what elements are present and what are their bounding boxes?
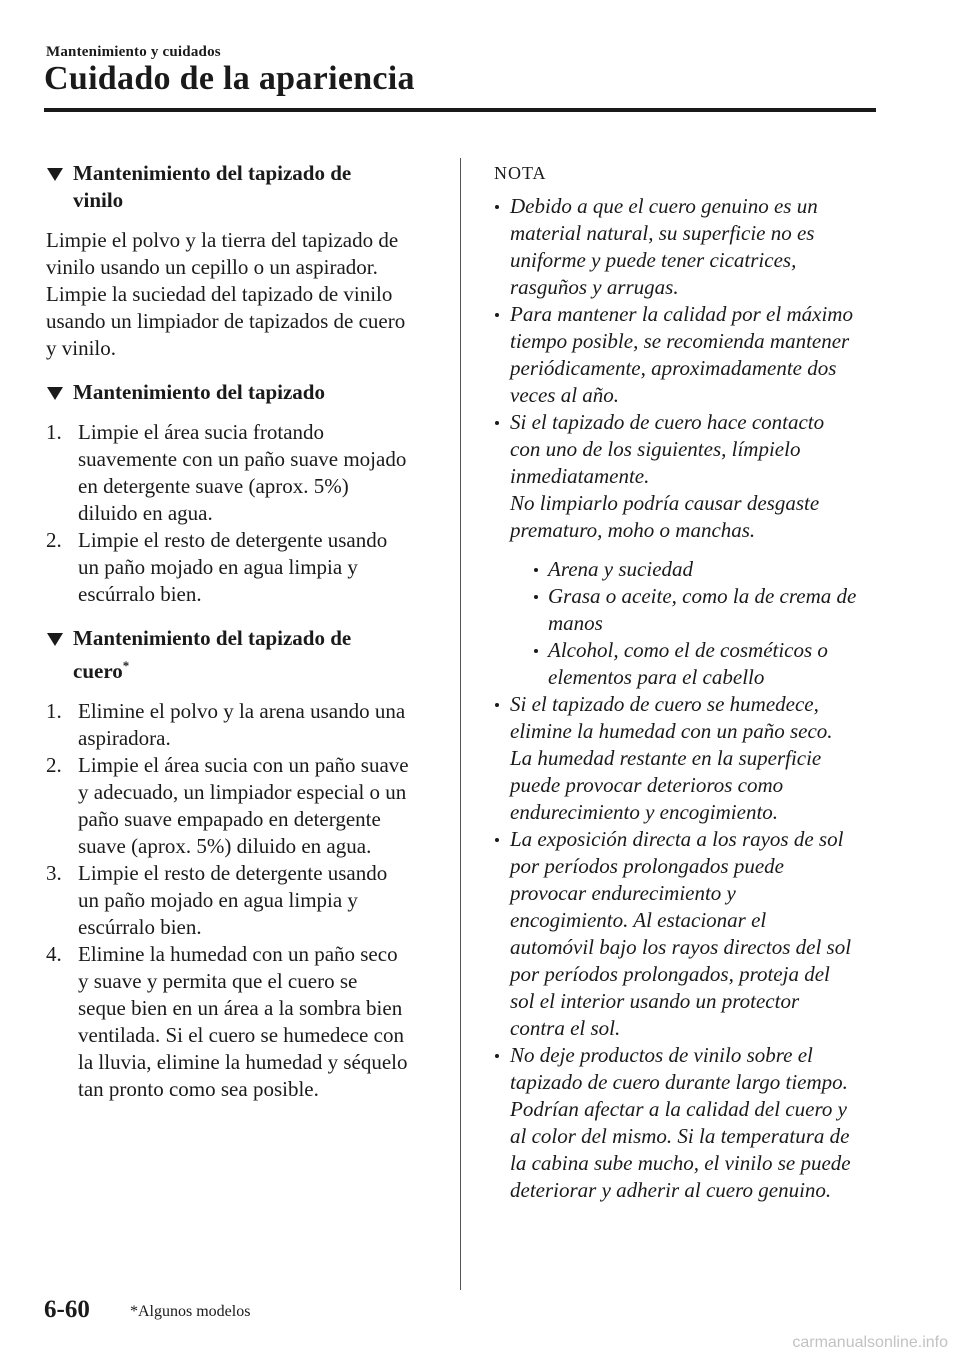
step-line: diluido en agua. <box>78 501 213 525</box>
note-line: puede provocar deterioros como <box>510 773 784 797</box>
bullet-dot-icon <box>495 421 499 425</box>
heading-vinyl-line1: Mantenimiento del tapizado de <box>73 161 352 185</box>
step-number: 2. <box>46 528 62 552</box>
step-number: 2. <box>46 753 62 777</box>
note-line: deteriorar y adherir al cuero genuino. <box>510 1178 832 1202</box>
list-item <box>46 860 438 941</box>
heading-leather-line1: Mantenimiento del tapizado de <box>73 626 352 650</box>
heading-vinyl <box>46 160 438 214</box>
footnote: *Algunos modelos <box>130 1303 251 1320</box>
step-line: tan pronto como sea posible. <box>78 1077 319 1101</box>
note-line: la cabina sube mucho, el vinilo se puede <box>510 1151 851 1175</box>
bullet-dot-icon <box>534 595 538 599</box>
list-item <box>46 941 438 1103</box>
title-rule <box>44 108 876 112</box>
step-line: en detergente suave (aprox. 5%) <box>78 474 349 498</box>
list-item <box>490 691 882 826</box>
bullet-dot-icon <box>534 649 538 653</box>
step-line: suave (aprox. 5%) diluido en agua. <box>78 834 372 858</box>
step-line: la lluvia, elimine la humedad y séquelo <box>78 1050 408 1074</box>
note-sublist <box>510 556 882 691</box>
step-line: seque bien en un área a la sombra bien <box>78 996 403 1020</box>
bullet-dot-icon <box>495 205 499 209</box>
step-line: ventilada. Si el cuero se humedece con <box>78 1023 404 1047</box>
step-line: Limpie el resto de detergente usando <box>78 528 388 552</box>
body-line: Limpie la suciedad del tapizado de vinilo <box>46 282 393 306</box>
body-line: usando un limpiador de tapizados de cuero <box>46 309 406 333</box>
step-line: un paño mojado en agua limpia y <box>78 888 358 912</box>
heading-leather-line2: cuero <box>73 659 123 683</box>
note-line: La exposición directa a los rayos de sol <box>510 827 844 851</box>
column-divider <box>460 158 461 1290</box>
step-line: y adecuado, un limpiador especial o un <box>78 780 407 804</box>
vinyl-body <box>46 227 438 362</box>
note-line: endurecimiento y encogimiento. <box>510 800 779 824</box>
step-number: 1. <box>46 699 62 723</box>
note-line: material natural, su superficie no es <box>510 221 815 245</box>
list-item <box>490 193 882 301</box>
note-line: rasguños y arrugas. <box>510 275 679 299</box>
list-item <box>46 527 438 608</box>
note-line: Para mantener la calidad por el máximo <box>510 302 853 326</box>
note-line: Arena y suciedad <box>548 557 694 581</box>
list-item <box>510 637 882 691</box>
note-line: automóvil bajo los rayos directos del sol <box>510 935 852 959</box>
note-line: prematuro, moho o manchas. <box>510 518 756 542</box>
step-line: y suave y permita que el cuero se <box>78 969 358 993</box>
leather-steps <box>46 698 438 1103</box>
note-line: elimine la humedad con un paño seco. <box>510 719 833 743</box>
bullet-dot-icon <box>534 568 538 572</box>
fabric-steps <box>46 419 438 608</box>
step-line: Elimine el polvo y la arena usando una <box>78 699 406 723</box>
step-line: aspiradora. <box>78 726 171 750</box>
note-line: con uno de los siguientes, límpielo <box>510 437 801 461</box>
note-line: La humedad restante en la superficie <box>510 746 822 770</box>
heading-fabric-text: Mantenimiento del tapizado <box>73 380 325 404</box>
note-line: al color del mismo. Si la temperatura de <box>510 1124 850 1148</box>
step-line: paño suave empapado en detergente <box>78 807 381 831</box>
bullet-dot-icon <box>495 703 499 707</box>
page-number: 6-60 <box>44 1296 90 1323</box>
note-line: uniforme y puede tener cicatrices, <box>510 248 797 272</box>
triangle-bullet-icon <box>47 633 63 646</box>
left-column <box>46 160 438 1103</box>
note-line: Debido a que el cuero genuino es un <box>510 194 818 218</box>
note-line: manos <box>548 611 603 635</box>
heading-vinyl-line2: vinilo <box>73 188 124 212</box>
watermark: carmanualsonline.info <box>792 1334 948 1351</box>
step-line: Elimine la humedad con un paño seco <box>78 942 398 966</box>
right-column <box>490 160 882 1204</box>
note-line: Alcohol, como el de cosméticos o <box>548 638 828 662</box>
step-line: escúrralo bien. <box>78 915 202 939</box>
note-line: veces al año. <box>510 383 620 407</box>
list-item <box>490 1042 882 1204</box>
note-line: por períodos prolongados puede <box>510 854 784 878</box>
list-item <box>46 698 438 752</box>
list-item <box>490 301 882 409</box>
note-line: elementos para el cabello <box>548 665 765 689</box>
list-item <box>46 752 438 860</box>
step-number: 4. <box>46 942 62 966</box>
note-line: Si el tapizado de cuero se humedece, <box>510 692 819 716</box>
step-line: Limpie el área sucia frotando <box>78 420 325 444</box>
triangle-bullet-icon <box>47 387 63 400</box>
step-line: Limpie el área sucia con un paño suave <box>78 753 409 777</box>
note-line: Podrían afectar a la calidad del cuero y <box>510 1097 847 1121</box>
body-line: vinilo usando un cepillo o un aspirador. <box>46 255 378 279</box>
note-line: provocar endurecimiento y <box>510 881 736 905</box>
note-line: tapizado de cuero durante largo tiempo. <box>510 1070 848 1094</box>
step-line: escúrralo bien. <box>78 582 202 606</box>
bullet-dot-icon <box>495 1054 499 1058</box>
body-line: y vinilo. <box>46 336 117 360</box>
footnote-mark: * <box>122 658 130 673</box>
note-line: encogimiento. Al estacionar el <box>510 908 767 932</box>
note-list <box>490 193 882 1204</box>
bullet-dot-icon <box>495 838 499 842</box>
list-item <box>46 419 438 527</box>
bullet-dot-icon <box>495 313 499 317</box>
heading-fabric <box>46 379 438 406</box>
list-item <box>490 826 882 1042</box>
step-line: suavemente con un paño suave mojado <box>78 447 407 471</box>
heading-leather <box>46 625 438 685</box>
list-item <box>510 556 882 583</box>
note-line: contra el sol. <box>510 1016 621 1040</box>
section-label: Mantenimiento y cuidados <box>46 44 221 60</box>
triangle-bullet-icon <box>47 168 63 181</box>
list-item <box>510 583 882 637</box>
list-item <box>490 409 882 691</box>
page-title: Cuidado de la apariencia <box>44 60 415 97</box>
note-line: No deje productos de vinilo sobre el <box>510 1043 813 1067</box>
step-number: 3. <box>46 861 62 885</box>
note-line: tiempo posible, se recomienda mantener <box>510 329 850 353</box>
note-line: periódicamente, aproximadamente dos <box>510 356 837 380</box>
note-line: No limpiarlo podría causar desgaste <box>510 491 820 515</box>
note-line: por períodos prolongados, proteja del <box>510 962 830 986</box>
step-number: 1. <box>46 420 62 444</box>
step-line: un paño mojado en agua limpia y <box>78 555 358 579</box>
note-line: inmediatamente. <box>510 464 650 488</box>
note-line: Grasa o aceite, como la de crema de <box>548 584 857 608</box>
step-line: Limpie el resto de detergente usando <box>78 861 388 885</box>
note-title: NOTA <box>494 163 547 183</box>
note-line: sol el interior usando un protector <box>510 989 800 1013</box>
body-line: Limpie el polvo y la tierra del tapizado de <box>46 228 399 252</box>
note-line: Si el tapizado de cuero hace contacto <box>510 410 825 434</box>
